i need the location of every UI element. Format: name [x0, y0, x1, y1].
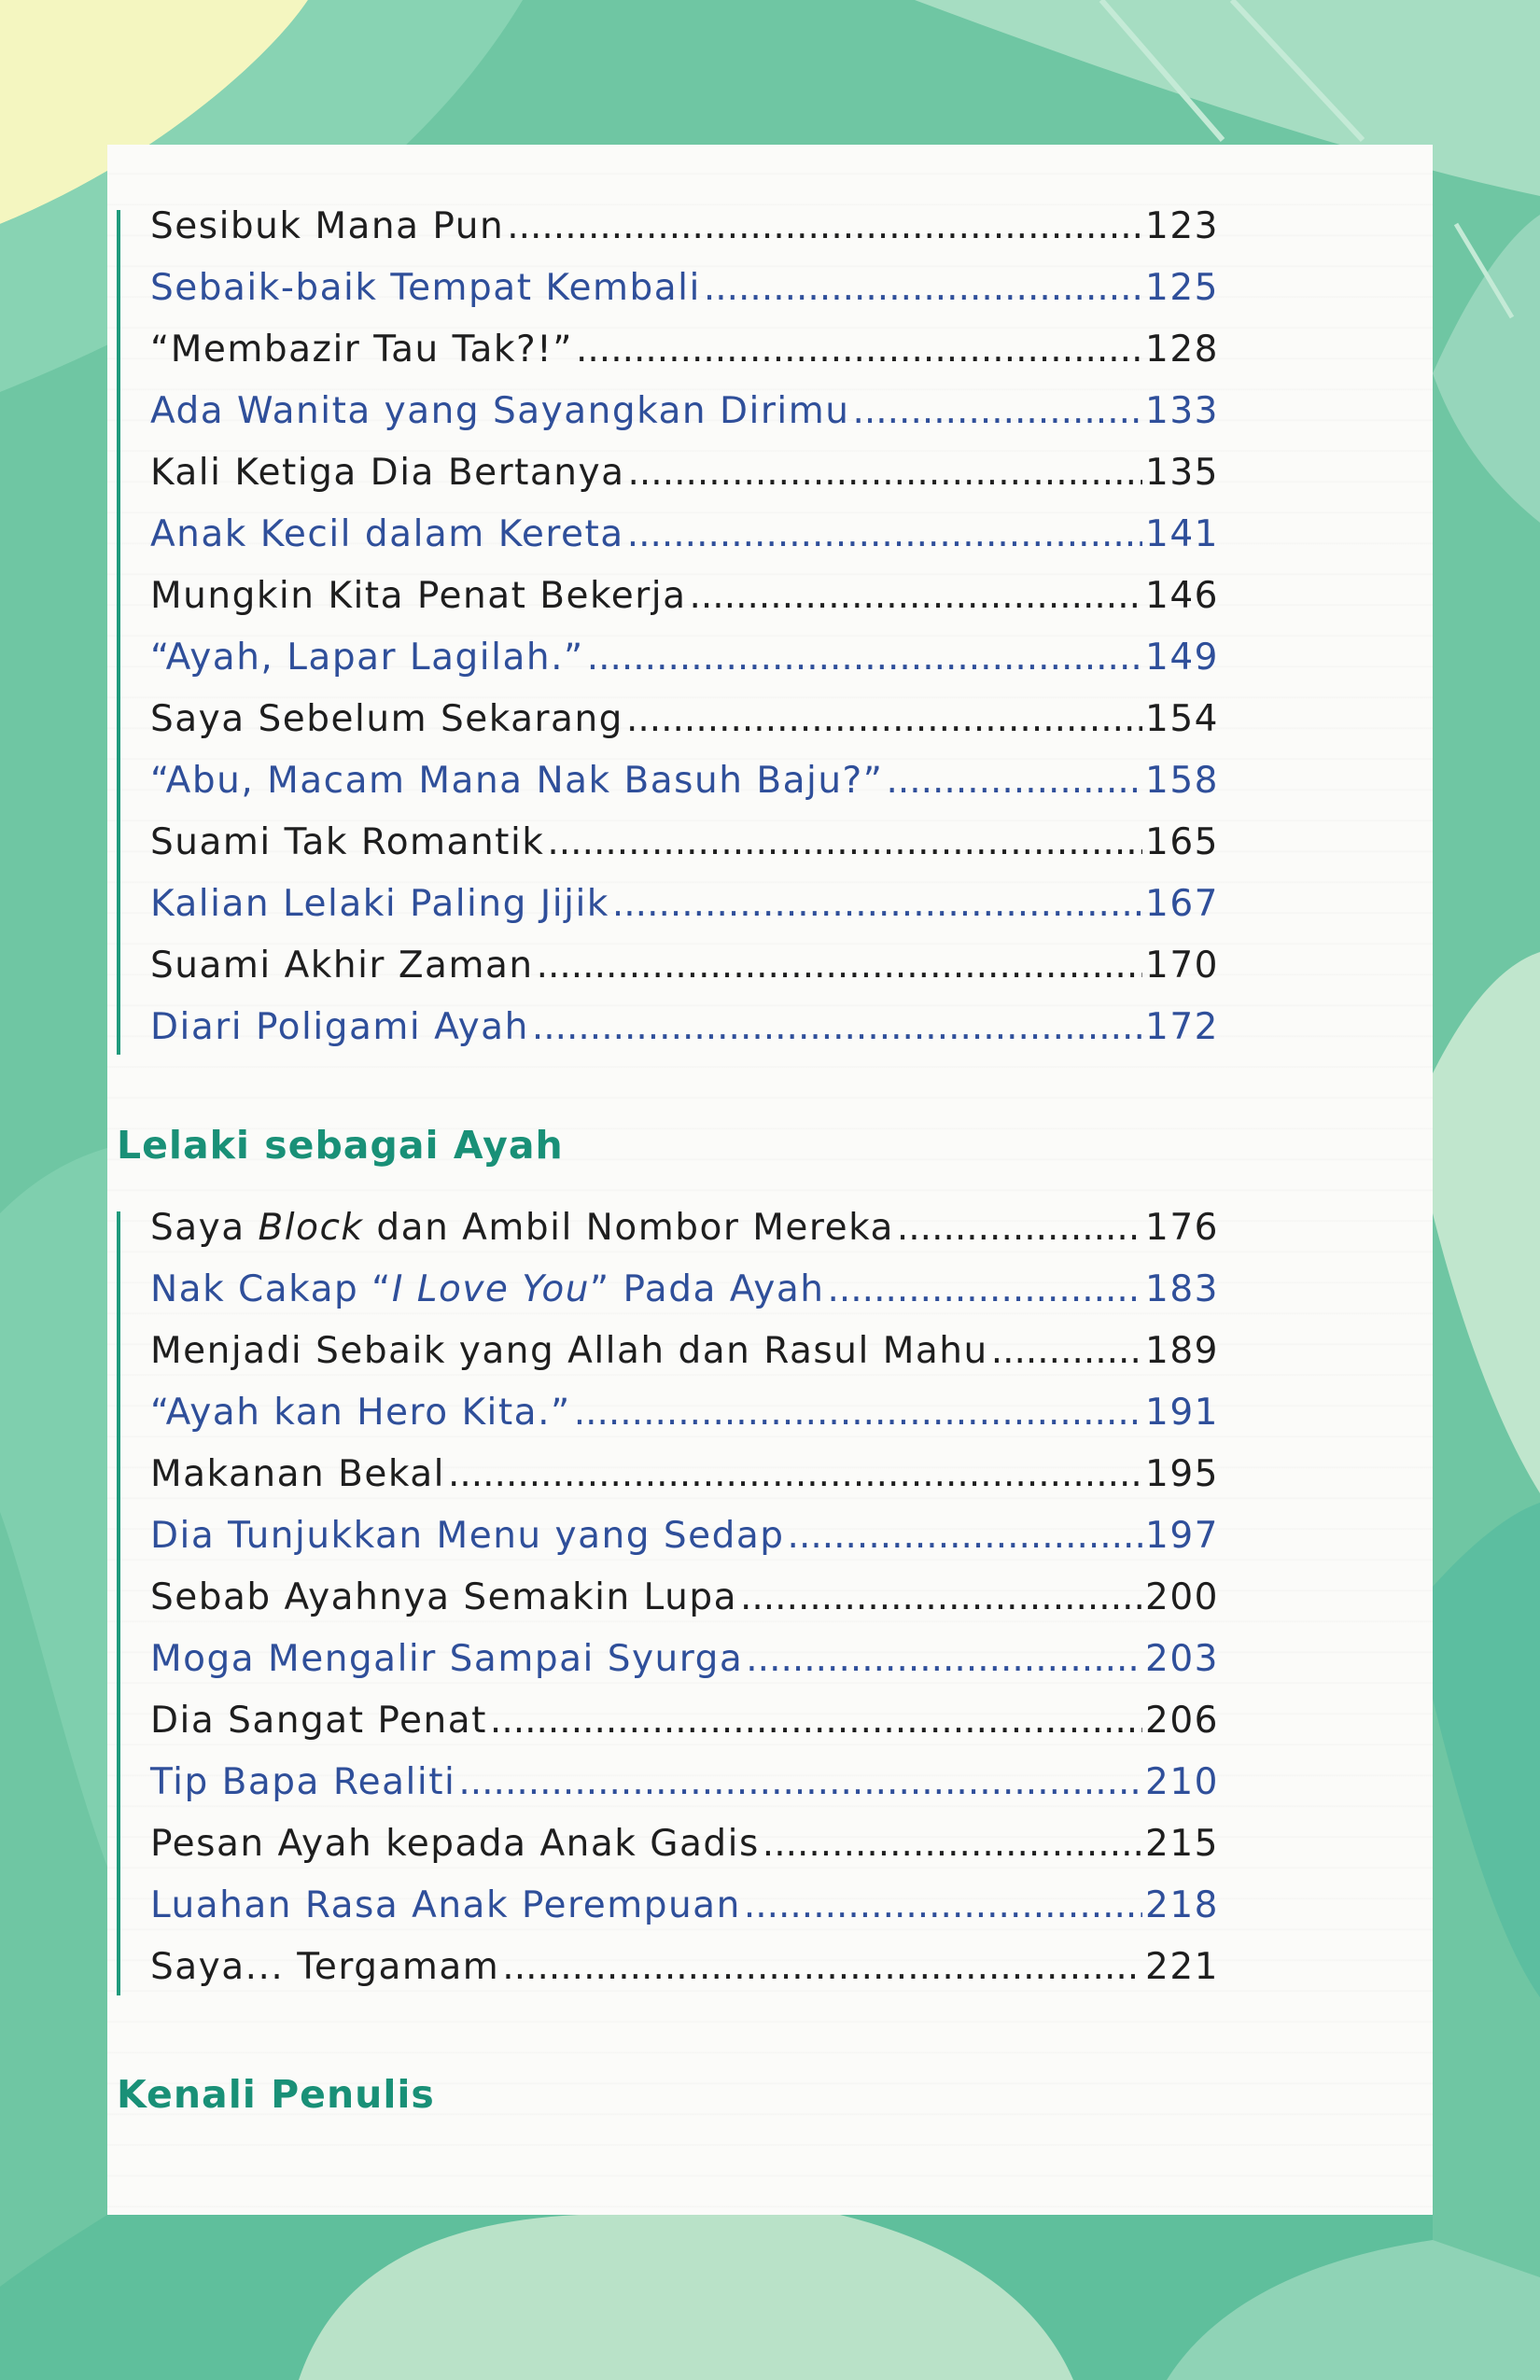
toc-entry [150, 1207, 1219, 1263]
dot-leader [448, 1453, 1142, 1495]
toc-entry [150, 1515, 1219, 1571]
entry-title: “Membazir Tau Tak?!” [150, 329, 574, 371]
entry-page: 197 [1145, 1515, 1219, 1557]
entry-title: Saya Sebelum Sekarang [150, 698, 623, 740]
dot-leader [704, 267, 1142, 309]
entry-page: 183 [1145, 1268, 1219, 1310]
entry-page: 215 [1145, 1823, 1219, 1865]
entry-page: 189 [1145, 1330, 1219, 1372]
entry-title: Suami Akhir Zaman [150, 945, 534, 987]
dot-leader [740, 1576, 1142, 1618]
entry-title: “Abu, Macam Mana Nak Basuh Baju?” [150, 760, 884, 802]
dot-leader [626, 698, 1142, 740]
dot-leader [991, 1330, 1142, 1372]
entry-title: Menjadi Sebaik yang Allah dan Rasul Mahu [150, 1330, 988, 1372]
toc-entry [150, 390, 1219, 446]
toc-entry [150, 760, 1219, 816]
entry-page: 146 [1145, 575, 1219, 617]
toc-entry [150, 637, 1219, 693]
entry-page: 200 [1145, 1576, 1219, 1618]
dot-leader [547, 821, 1142, 863]
toc-entry [150, 1268, 1219, 1324]
entry-page: 149 [1145, 637, 1219, 679]
dot-leader [587, 637, 1142, 679]
entry-title: Tip Bapa Realiti [150, 1761, 456, 1803]
entry-page: 176 [1145, 1207, 1219, 1249]
toc-entry [150, 1453, 1219, 1509]
toc-entry [150, 1761, 1219, 1817]
dot-leader [788, 1515, 1143, 1557]
toc-entry [150, 1946, 1219, 2002]
entry-title: Sebaik-baik Tempat Kembali [150, 267, 701, 309]
entry-title: “Ayah, Lapar Lagilah.” [150, 637, 584, 679]
toc-entry [150, 452, 1219, 508]
dot-leader [897, 1207, 1142, 1249]
entry-page: 154 [1145, 698, 1219, 740]
dot-leader [628, 452, 1143, 494]
dot-leader [576, 329, 1142, 371]
toc-entry [150, 698, 1219, 754]
dot-leader [763, 1823, 1142, 1865]
entry-title: Nak Cakap “I Love You” Pada Ayah [150, 1268, 825, 1310]
section-rule [117, 210, 120, 1055]
toc-entry [150, 267, 1219, 323]
entry-title: Anak Kecil dalam Kereta [150, 513, 624, 555]
entry-page: 170 [1145, 945, 1219, 987]
entry-title: Saya... Tergamam [150, 1946, 500, 1988]
entry-page: 172 [1145, 1006, 1219, 1048]
toc-entry [150, 575, 1219, 631]
dot-leader [502, 1946, 1142, 1988]
toc-entry [150, 513, 1219, 569]
entry-title: Suami Tak Romantik [150, 821, 545, 863]
toc-entry [150, 945, 1219, 1001]
entry-title: Sebab Ayahnya Semakin Lupa [150, 1576, 737, 1618]
entry-page: 210 [1145, 1761, 1219, 1803]
dot-leader [612, 883, 1142, 925]
dot-leader [690, 575, 1143, 617]
entry-title: Ada Wanita yang Sayangkan Dirimu [150, 390, 850, 432]
toc-entry [150, 821, 1219, 877]
toc-entry [150, 1330, 1219, 1386]
dot-leader [886, 760, 1142, 802]
entry-title: Kalian Lelaki Paling Jijik [150, 883, 609, 925]
entry-page: 165 [1145, 821, 1219, 863]
toc-entry [150, 1006, 1219, 1062]
entry-title: “Ayah kan Hero Kita.” [150, 1392, 571, 1434]
toc-entry [150, 1884, 1219, 1940]
entry-page: 123 [1145, 205, 1219, 247]
toc-entry [150, 205, 1219, 261]
entry-page: 135 [1145, 452, 1219, 494]
entry-page: 221 [1145, 1946, 1219, 1988]
dot-leader [490, 1700, 1142, 1742]
entry-title: Kali Ketiga Dia Bertanya [150, 452, 625, 494]
entry-page: 133 [1145, 390, 1219, 432]
dot-leader [744, 1884, 1142, 1926]
section-heading: Kenali Penulis [117, 2072, 435, 2117]
entry-page: 218 [1145, 1884, 1219, 1926]
entry-title: Moga Mengalir Sampai Syurga [150, 1638, 744, 1680]
dot-leader [852, 390, 1142, 432]
entry-title: Diari Poligami Ayah [150, 1006, 529, 1048]
toc-entry [150, 1700, 1219, 1756]
toc-entry [150, 329, 1219, 385]
entry-page: 125 [1145, 267, 1219, 309]
entry-page: 128 [1145, 329, 1219, 371]
dot-leader [827, 1268, 1142, 1310]
entry-page: 141 [1145, 513, 1219, 555]
toc-entry [150, 1576, 1219, 1632]
dot-leader [574, 1392, 1142, 1434]
section-rule [117, 1211, 120, 1995]
dot-leader [532, 1006, 1142, 1048]
entry-page: 206 [1145, 1700, 1219, 1742]
entry-title: Luahan Rasa Anak Perempuan [150, 1884, 741, 1926]
entry-page: 158 [1145, 760, 1219, 802]
entry-page: 191 [1145, 1392, 1219, 1434]
toc-entry [150, 1392, 1219, 1448]
italic-term: Block [258, 1207, 364, 1249]
entry-page: 167 [1145, 883, 1219, 925]
entry-title: Sesibuk Mana Pun [150, 205, 505, 247]
toc-entry [150, 883, 1219, 939]
toc-entry [150, 1638, 1219, 1694]
entry-title: Makanan Bekal [150, 1453, 445, 1495]
dot-leader [537, 945, 1142, 987]
entry-title: Mungkin Kita Penat Bekerja [150, 575, 687, 617]
dot-leader [627, 513, 1142, 555]
italic-term: I Love You [391, 1268, 590, 1310]
entry-page: 195 [1145, 1453, 1219, 1495]
section-heading: Lelaki sebagai Ayah [117, 1123, 564, 1168]
entry-title: Saya Block dan Ambil Nombor Mereka [150, 1207, 894, 1249]
entry-title: Pesan Ayah kepada Anak Gadis [150, 1823, 760, 1865]
dot-leader [746, 1638, 1142, 1680]
dot-leader [458, 1761, 1142, 1803]
toc-entry [150, 1823, 1219, 1879]
entry-title: Dia Tunjukkan Menu yang Sedap [150, 1515, 785, 1557]
entry-page: 203 [1145, 1638, 1219, 1680]
entry-title: Dia Sangat Penat [150, 1700, 487, 1742]
dot-leader [507, 205, 1142, 247]
